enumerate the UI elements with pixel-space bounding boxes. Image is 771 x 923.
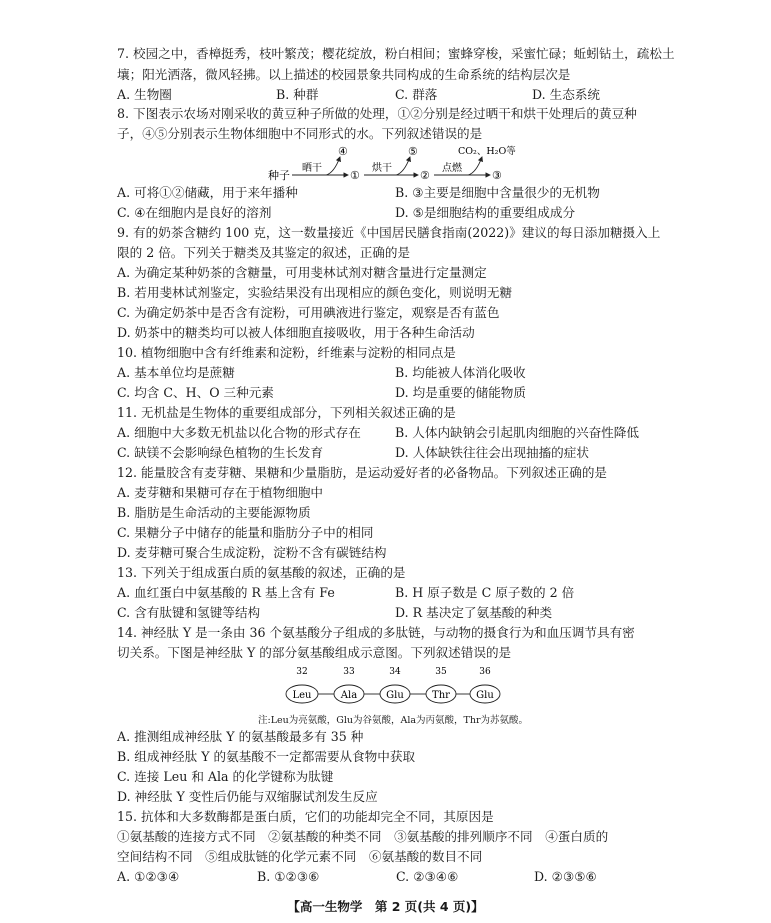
- q9-option-b: B. 若用斐林试剂鉴定，实验结果没有出现相应的颜色变化，则说明无糖: [117, 285, 513, 300]
- svg-text:35: 35: [435, 667, 447, 677]
- label-gas: CO₂、H₂O等: [458, 146, 516, 157]
- q7-option-b: B. 种群: [276, 87, 319, 102]
- residue-34: [380, 667, 410, 703]
- q14-stem-line1: 14. 神经肽 Y 是一条由 36 个氨基酸分子组成的多肽链，与动物的摄食行为和血压调节具有密: [117, 625, 635, 640]
- q7-option-c: C. 群落: [395, 87, 438, 102]
- svg-text:33: 33: [343, 667, 355, 677]
- q7-stem-line1: 7. 校园之中，香樟挺秀，枝叶繁茂；樱花绽放，粉白相间；蜜蜂穿梭，采蜜忙碌；蚯蚓钻土，疏松土: [117, 46, 675, 61]
- arrow-to-five: [396, 157, 410, 175]
- q9-option-a: A. 为确定某种奶茶的含糖量，可用斐林试剂对糖含量进行定量测定: [117, 265, 487, 280]
- q14-peptide-chain: [284, 664, 504, 708]
- q14-option-d: D. 神经肽 Y 变性后仍能与双缩脲试剂发生反应: [117, 789, 378, 804]
- q8-stem-line1: 8. 下图表示农场对刚采收的黄豆种子所做的处理，①②分别是经过晒干和烘干处理后的黄豆种: [117, 106, 637, 121]
- q12-option-d: D. 麦芽糖可聚合生成淀粉，淀粉不含有碳链结构: [117, 545, 387, 560]
- q8-water-diagram: [268, 143, 538, 185]
- seed-label: 种子: [268, 169, 290, 182]
- q7-option-a: A. 生物圈: [117, 87, 172, 102]
- label-two: ②: [420, 169, 430, 182]
- q14-option-c: C. 连接 Leu 和 Ala 的化学键称为肽键: [117, 769, 334, 784]
- label-four: ④: [338, 145, 348, 158]
- bake-label: 烘干: [372, 163, 392, 174]
- svg-text:Glu: Glu: [476, 690, 494, 701]
- svg-text:Glu: Glu: [386, 690, 404, 701]
- q7-option-d: D. 生态系统: [532, 87, 601, 102]
- q7-stem-line2: 壤；阳光洒落，微风轻拂。以上描述的校园景象共同构成的生命系统的结构层次是: [117, 67, 571, 82]
- q9-option-d: D. 奶茶中的糖类均可以被人体细胞直接吸收，用于各种生命活动: [117, 325, 475, 340]
- label-three: ③: [492, 169, 502, 182]
- q10-option-a: A. 基本单位均是蔗糖: [117, 365, 235, 380]
- q12-option-a: A. 麦芽糖和果糖可存在于植物细胞中: [117, 485, 324, 500]
- q12-stem: 12. 能量胶含有麦芽糖、果糖和少量脂肪，是运动爱好者的必备物品。下列叙述正确的是: [117, 465, 608, 480]
- q11-stem: 11. 无机盐是生物体的重要组成部分，下列相关叙述正确的是: [117, 405, 456, 420]
- q11-option-a: A. 细胞中大多数无机盐以化合物的形式存在: [117, 425, 361, 440]
- q10-option-d: D. 均是重要的储能物质: [395, 385, 526, 400]
- svg-text:32: 32: [296, 667, 308, 677]
- q12-option-c: C. 果糖分子中储存的能量和脂肪分子中的相同: [117, 525, 374, 540]
- svg-text:Leu: Leu: [292, 690, 312, 701]
- q11-option-d: D. 人体缺铁往往会出现抽搐的症状: [395, 445, 589, 460]
- arrow-to-four: [326, 157, 340, 175]
- svg-text:34: 34: [389, 667, 401, 677]
- residue-33: [334, 667, 364, 703]
- q14-stem-line2: 切关系。下图是神经肽 Y 的部分氨基酸组成示意图。下列叙述错误的是: [117, 645, 512, 660]
- q9-stem-line1: 9. 有的奶茶含糖约 100 克，这一数量接近《中国居民膳食指南(2022)》建议的每日添加糖摄入上: [117, 225, 661, 240]
- sun-dry-label: 晒干: [302, 163, 322, 174]
- q15-items-line1: ①氨基酸的连接方式不同 ②氨基酸的种类不同 ③氨基酸的排列顺序不同 ④蛋白质的: [117, 829, 609, 844]
- q11-option-b: B. 人体内缺钠会引起肌肉细胞的兴奋性降低: [395, 425, 639, 440]
- arrow-to-gas: [468, 157, 482, 175]
- q13-option-b: B. H 原子数是 C 原子数的 2 倍: [395, 585, 575, 600]
- q13-option-c: C. 含有肽键和氢键等结构: [117, 605, 261, 620]
- q10-option-b: B. 均能被人体消化吸收: [395, 365, 526, 380]
- q10-option-c: C. 均含 C、H、O 三种元素: [117, 385, 274, 400]
- q15-option-a: A. ①②③④: [117, 869, 180, 884]
- label-five: ⑤: [408, 145, 418, 158]
- svg-text:Ala: Ala: [340, 690, 358, 701]
- q13-option-d: D. R 基决定了氨基酸的种类: [395, 605, 553, 620]
- q15-option-c: C. ②③④⑥: [396, 869, 459, 884]
- svg-text:36: 36: [479, 667, 491, 677]
- q8-stem-line2: 子，④⑤分别表示生物体细胞中不同形式的水。下列叙述错误的是: [117, 126, 483, 141]
- q15-stem: 15. 抗体和大多数酶都是蛋白质，它们的功能却完全不同，其原因是: [117, 809, 494, 824]
- burn-label: 点燃: [442, 163, 462, 174]
- q15-items-line2: 空间结构不同 ⑤组成肽链的化学元素不同 ⑥氨基酸的数目不同: [117, 849, 483, 864]
- q14-option-a: A. 推测组成神经肽 Y 的氨基酸最多有 35 种: [117, 729, 364, 744]
- q8-option-b: B. ③主要是细胞中含量很少的无机物: [395, 185, 600, 200]
- svg-text:Thr: Thr: [432, 690, 450, 701]
- q9-stem-line2: 限的 2 倍。下列关于糖类及其鉴定的叙述，正确的是: [117, 245, 411, 260]
- residue-35: [426, 667, 456, 703]
- q14-option-b: B. 组成神经肽 Y 的氨基酸不一定都需要从食物中获取: [117, 749, 416, 764]
- q12-option-b: B. 脂肪是生命活动的主要能源物质: [117, 505, 311, 520]
- q8-option-c: C. ④在细胞内是良好的溶剂: [117, 205, 272, 220]
- q8-option-d: D. ⑤是细胞结构的重要组成成分: [395, 205, 576, 220]
- q14-note: 注:Leu为亮氨酸，Glu为谷氨酸，Ala为丙氨酸，Thr为苏氨酸。: [258, 715, 529, 726]
- q15-option-d: D. ②③⑤⑥: [534, 869, 597, 884]
- q11-option-c: C. 缺镁不会影响绿色植物的生长发育: [117, 445, 324, 460]
- residue-32: [286, 667, 318, 703]
- q13-option-a: A. 血红蛋白中氨基酸的 R 基上含有 Fe: [117, 585, 335, 600]
- q10-stem: 10. 植物细胞中含有纤维素和淀粉，纤维素与淀粉的相同点是: [117, 345, 456, 360]
- residue-36: [470, 667, 500, 703]
- page-footer: 【高一生物学 第 2 页(共 4 页)】: [287, 899, 484, 914]
- q8-option-a: A. 可将①②储藏，用于来年播种: [117, 185, 298, 200]
- q13-stem: 13. 下列关于组成蛋白质的氨基酸的叙述，正确的是: [117, 565, 406, 580]
- q15-option-b: B. ①②③⑥: [257, 869, 320, 884]
- label-one: ①: [350, 169, 360, 182]
- q9-option-c: C. 为确定奶茶中是否含有淀粉，可用碘液进行鉴定，观察是否有蓝色: [117, 305, 500, 320]
